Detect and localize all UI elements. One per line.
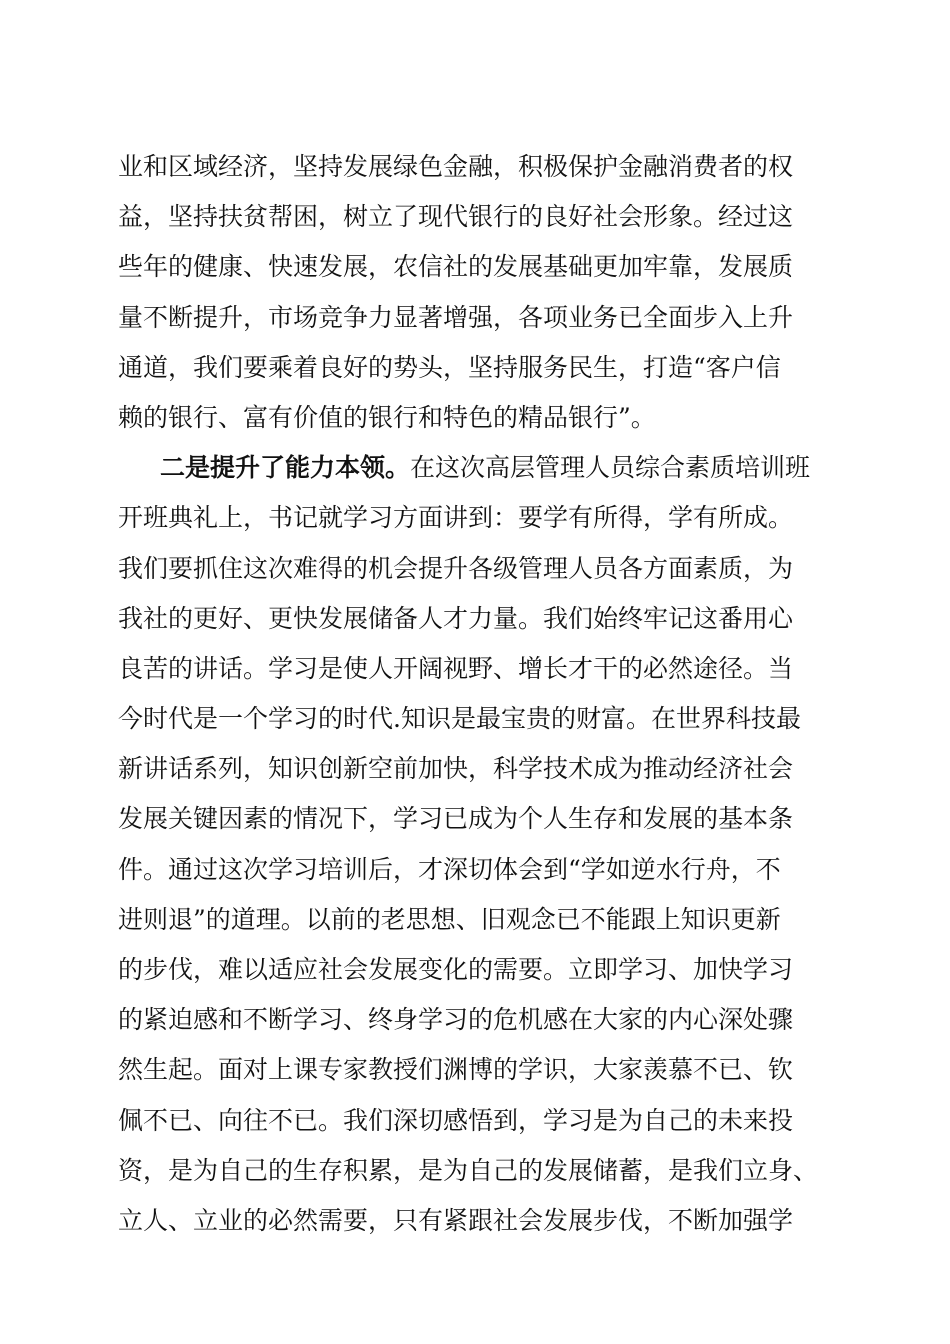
text-line: 的紧迫感和不断学习、终身学习的危机感在大家的内心深处骤 <box>118 1005 794 1035</box>
text-line: 然生起。面对上课专家教授们渊博的学识，大家羡慕不已、钦 <box>118 1055 794 1085</box>
text-line: 佩不已、向往不已。我们深切感悟到，学习是为自己的未来投 <box>118 1105 794 1135</box>
text-line: 进则退”的道理。以前的老思想、旧观念已不能跟上知识更新 <box>118 904 781 934</box>
text-line: 益，坚持扶贫帮困，树立了现代银行的良好社会形象。经过这 <box>118 202 794 232</box>
text-line: 新讲话系列，知识创新空前加快，科学技术成为推动经济社会 <box>118 754 794 784</box>
paragraph-1 <box>118 142 848 443</box>
text-line: 良苦的讲话。学习是使人开阔视野、增长才干的必然途径。当 <box>118 653 794 683</box>
paragraph-lead-heading: 二是提升了能力本领。 <box>160 453 411 483</box>
text-line: 通道，我们要乘着良好的势头，坚持服务民生，打造“客户信 <box>118 352 781 382</box>
text-line: 些年的健康、快速发展，农信社的发展基础更加牢靠，发展质 <box>118 252 794 282</box>
text-line: 件。通过这次学习培训后，才深切体会到“学如逆水行舟，不 <box>118 854 781 884</box>
text-line: 发展关键因素的情况下，学习已成为个人生存和发展的基本条 <box>118 804 794 834</box>
paragraph-lead-rest: 在这次高层管理人员综合素质培训班 <box>410 453 811 483</box>
text-line: 赖的银行、富有价值的银行和特色的精品银行”。 <box>118 402 656 432</box>
text-line: 我们要抓住这次难得的机会提升各级管理人员各方面素质，为 <box>118 553 794 583</box>
text-line: 我社的更好、更快发展储备人才力量。我们始终牢记这番用心 <box>118 603 794 633</box>
text-line: 资，是为自己的生存积累，是为自己的发展储蓄，是我们立身、 <box>118 1155 819 1185</box>
paragraph-2 <box>118 443 848 1246</box>
text-line: 立人、立业的必然需要，只有紧跟社会发展步伐，不断加强学 <box>118 1205 794 1235</box>
text-line: 的步伐，难以适应社会发展变化的需要。立即学习、加快学习 <box>118 955 794 984</box>
text-line-first <box>118 443 848 493</box>
document-body <box>118 142 848 1246</box>
text-line: 开班典礼上，书记就学习方面讲到：要学有所得，学有所成。 <box>118 503 794 533</box>
text-line: 业和区域经济，坚持发展绿色金融，积极保护金融消费者的权 <box>118 152 794 181</box>
text-line: 今时代是一个学习的时代.知识是最宝贵的财富。在世界科技最 <box>118 704 801 734</box>
text-line: 量不断提升，市场竞争力显著增强，各项业务已全面步入上升 <box>118 302 794 332</box>
